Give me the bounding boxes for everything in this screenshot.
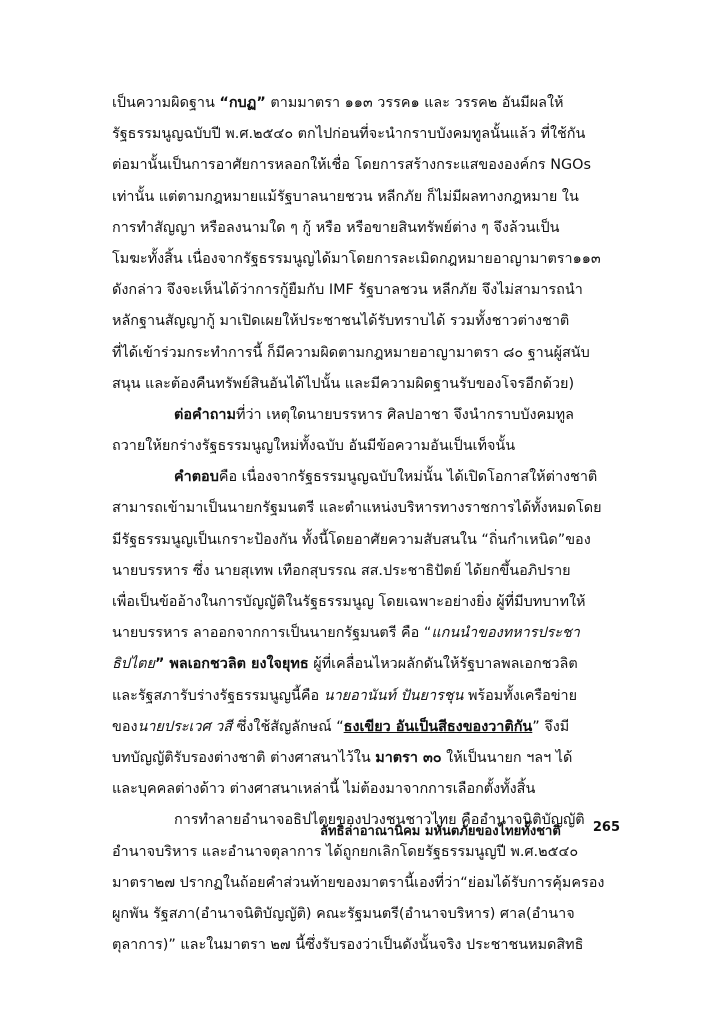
paragraph-answer: คำตอบคือ เนื่องจากรัฐธรรมนูญฉบับใหม่นั้น ได้เปิดโอกาสให้ต่างชาติ	[174, 469, 598, 486]
text-line: มีรัฐธรรมนูญเป็นเกราะป้องกัน ทั้งนี้โดยอาศัยความสับสนใน “ถิ่นกำเหนิด”ของ	[112, 531, 591, 548]
bold-term: ” พลเอกชวลิต ยงใจยุทธ	[154, 656, 309, 673]
page-footer	[320, 820, 620, 841]
text-line: ดังกล่าว จึงจะเห็นได้ว่าการกู้ยืมกับ IMF รัฐบาลชวน หลีกภัย จึงไม่สามารถนำ	[112, 282, 583, 299]
paragraph-start: การทำลายอำนาจอธิปไตยของปวงชนชาวไทย คืออำนาจนิติบัญญัติ	[174, 812, 585, 829]
text-line: หลักฐานสัญญากู้ มาเปิดเผยให้ประชาชนได้รับทราบได้ รวมทั้งชาวต่างชาติ	[112, 313, 570, 330]
text-line: และรัฐสภารับร่างรัฐธรรมนูญนี้คือ นายอานันท์ ปันยารชุน พร้อมทั้งเครือข่าย	[112, 687, 578, 704]
text-line: ต่อมานั้นเป็นการอาศัยการหลอกให้เชื่อ โดยการสร้างกระแสขององค์กร NGOs	[112, 157, 591, 174]
text-line: นายบรรหาร ซึ่ง นายสุเทพ เทือกสุบรรณ สส.ประชาธิปัตย์ ได้ยกขึ้นอภิปราย	[112, 562, 571, 579]
underlined-term: ธงเขียว อันเป็นสีธงของวาติกัน	[343, 718, 533, 735]
text-line: ที่ได้เข้าร่วมกระทำการนี้ ก็มีความผิดตามกฎหมายอาญามาตรา ๘๐ ฐานผู้สนับ	[112, 344, 590, 361]
text-line: นายบรรหาร ลาออกจากการเป็นนายกรัฐมนตรี คือ “แกนนำของทหารประชา	[112, 625, 580, 642]
italic-term: ธิปไตย	[112, 656, 155, 673]
text-line: สนุน และต้องคืนทรัพย์สินอันได้ไปนั้น และมีความผิดฐานรับของโจรอีกด้วย)	[112, 375, 575, 392]
bold-term: คำตอบ	[174, 469, 219, 486]
page-number: 265	[592, 820, 620, 835]
text-line: อำนาจบริหาร และอำนาจตุลาการ ได้ถูกยกเลิกโดยรัฐธรรมนูญปี พ.ศ.๒๕๔๐	[112, 843, 579, 860]
text-line: ตุลาการ)” และในมาตรา ๒๗ นี้ซึ่งรับรองว่าเป็นดังนั้นจริง ประชาชนหมดสิทธิ	[112, 937, 584, 954]
text-line: มาตรา๒๗ ปรากฏในถ้อยคำส่วนท้ายของมาตรานี้เองที่ว่า“ย่อมได้รับการคุ้มครอง	[112, 874, 605, 891]
italic-term: นายประเวศ วสี	[137, 718, 233, 735]
text-line: บทบัญญัติรับรองต่างชาติ ต่างศาสนาไว้ใน มาตรา ๓๐ ให้เป็นนายก ฯลฯ ได้	[112, 749, 573, 766]
text-line: ผูกพัน รัฐสภา(อำนาจนิติบัญญัติ) คณะรัฐมนตรี(อำนาจบริหาร) ศาล(อำนาจ	[112, 905, 575, 922]
paragraph-question: ต่อคำถามที่ว่า เหตุใดนายบรรหาร ศิลปอาชา จึงนำกราบบังคมทูล	[174, 406, 574, 423]
bold-term: “กบฏ”	[219, 95, 266, 111]
bold-term: มาตรา ๓๐	[375, 749, 442, 766]
text-line: ธิปไตย” พลเอกชวลิต ยงใจยุทธ ผู้ที่เคลื่อนไหวผลักดันให้รัฐบาลพลเอกชวลิต	[112, 656, 578, 673]
text-line: โมฆะทั้งสิ้น เนื่องจากรัฐธรรมนูญได้มาโดยการละเมิดกฎหมายอาญามาตรา๑๑๓	[112, 250, 601, 267]
text-line: รัฐธรรมนูญฉบับปี พ.ศ.๒๕๔๐ ตกไปก่อนที่จะนำกราบบังคมทูลนั้นแล้ว ที่ใช้กัน	[112, 126, 586, 143]
text-line: สามารถเข้ามาเป็นนายกรัฐมนตรี และตำแหน่งบริหารทางราชการได้ทั้งหมดโดย	[112, 500, 602, 517]
bold-term: ต่อคำถาม	[174, 406, 236, 423]
text-line: เท่านั้น แต่ตามกฎหมายแม้รัฐบาลนายชวน หลีกภัย ก็ไม่มีผลทางกฎหมาย ใน	[112, 188, 579, 205]
text-line: ถวายให้ยกร่างรัฐธรรมนูญใหม่ทั้งฉบับ อันมีข้อความอันเป็นเท็จนั้น	[112, 438, 516, 455]
text-line: ของนายประเวศ วสี ซึ่งใช้สัญลักษณ์ “ธงเขียว อันเป็นสีธงของวาติกัน” จึงมี	[112, 718, 570, 735]
running-title: ลัทธิล่าอาณานิคม มหันตภัยของไทยทั้งชาติ	[320, 824, 561, 839]
text-line: และบุคคลต่างด้าว ต่างศาสนาเหล่านี้ ไม่ต้องมาจากการเลือกตั้งทั้งสิ้น	[112, 781, 536, 798]
text-line: เป็นความผิดฐาน “กบฏ” ตามมาตรา ๑๑๓ วรรค๑ และ วรรค๒ อันมีผลให้	[112, 95, 564, 111]
text-line: เพื่อเป็นข้ออ้างในการบัญญัติในรัฐธรรมนูญ โดยเฉพาะอย่างยิ่ง ผู้ที่มีบทบาทให้	[112, 594, 586, 610]
italic-term: นายอานันท์ ปันยารชุน	[323, 687, 464, 704]
italic-term: แกนนำของทหารประชา	[431, 625, 580, 642]
text-line: การทำสัญญา หรือลงนามใด ๆ กู้ หรือ หรือขายสินทรัพย์ต่าง ๆ จึงล้วนเป็น	[112, 219, 560, 236]
